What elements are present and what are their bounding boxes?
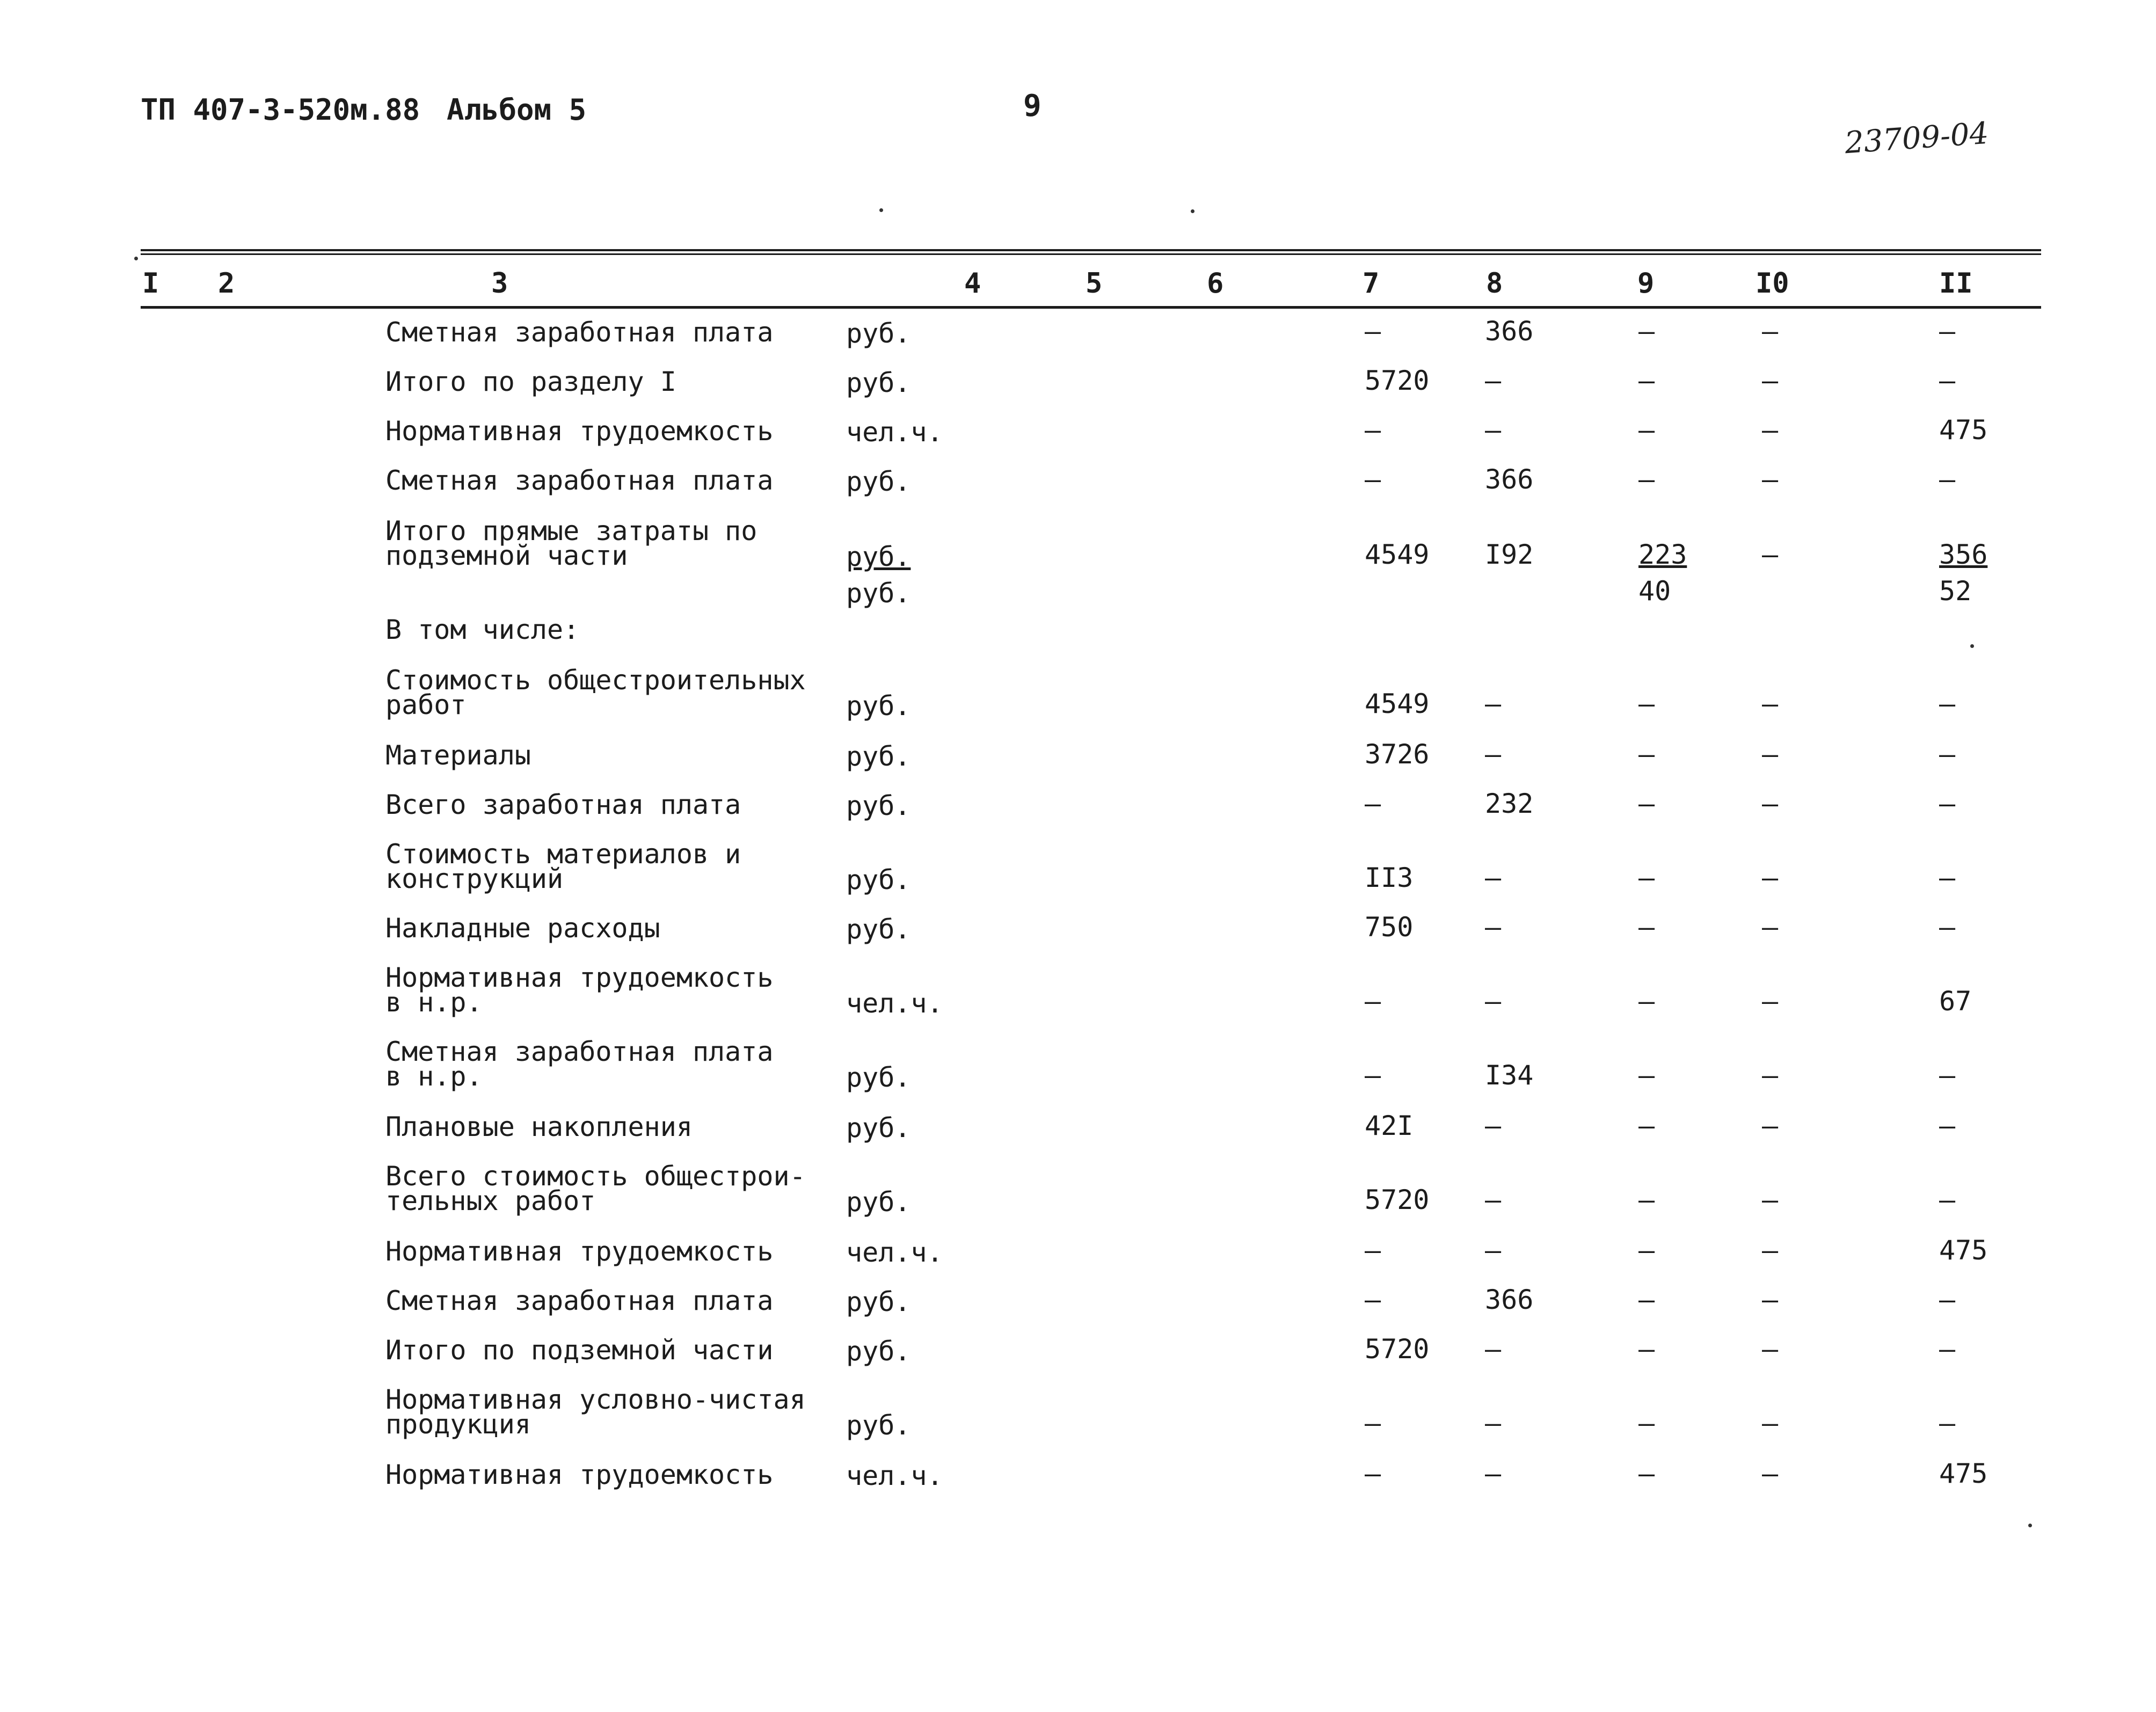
cell-col7: –: [1365, 1060, 1381, 1091]
row-unit: руб.: [846, 367, 911, 398]
cell-col10: –: [1762, 688, 1779, 719]
row-unit: руб.: [846, 541, 911, 572]
row-unit: руб.: [846, 578, 911, 609]
cell-col11: 475: [1939, 1458, 1988, 1489]
cell-col9: –: [1638, 739, 1655, 770]
row-label: Сметная заработная плата: [385, 317, 774, 348]
cell-col8: –: [1485, 1184, 1502, 1215]
column-number-6: 6: [1207, 267, 1224, 300]
cell-col7: 750: [1365, 912, 1414, 943]
cell-col11: –: [1939, 365, 1956, 396]
cell-col9: –: [1638, 788, 1655, 819]
scan-speck: [1191, 209, 1194, 213]
scan-speck: [134, 257, 138, 260]
cell-col10: –: [1762, 1184, 1779, 1215]
row-label: Стоимость материалов и конструкций: [385, 839, 741, 894]
cell-col9: –: [1638, 414, 1655, 446]
column-number-9: 9: [1637, 267, 1655, 300]
cell-col10: –: [1762, 1060, 1779, 1091]
row-label: Сметная заработная плата в н.р.: [385, 1036, 774, 1092]
row-label: В том числе:: [385, 614, 580, 645]
column-number-8: 8: [1486, 267, 1503, 300]
cell-col7: 5720: [1365, 1184, 1430, 1215]
cell-col11: –: [1939, 464, 1956, 495]
row-label: Нормативная трудоемкость: [385, 1236, 774, 1267]
cell-col9: –: [1638, 464, 1655, 495]
cell-col9: 223: [1638, 539, 1687, 570]
cell-col7: –: [1365, 788, 1381, 819]
cell-col9: –: [1638, 1184, 1655, 1215]
column-number-7: 7: [1363, 267, 1380, 300]
row-label: Нормативная условно-чистая продукция: [385, 1384, 806, 1440]
top-rule-lower: [141, 253, 2041, 255]
cell-col7: 4549: [1365, 539, 1430, 570]
cell-col11: –: [1939, 1060, 1956, 1091]
row-label: Накладные расходы: [385, 913, 660, 944]
cell-col7: –: [1365, 1458, 1381, 1489]
cell-col8: 232: [1485, 788, 1534, 819]
row-unit: чел.ч.: [846, 1237, 943, 1268]
cell-col9: –: [1638, 1060, 1655, 1091]
cell-col10: –: [1762, 986, 1779, 1017]
row-label: Плановые накопления: [385, 1111, 693, 1142]
cell-col8: 366: [1485, 316, 1534, 347]
row-unit: руб.: [846, 466, 911, 497]
cell-col11: 475: [1939, 414, 1988, 446]
row-label: Сметная заработная плата: [385, 1285, 774, 1316]
row-unit: руб.: [846, 1410, 911, 1441]
top-rule-upper: [141, 249, 2041, 251]
row-unit: чел.ч.: [846, 988, 943, 1019]
cell-col11: –: [1939, 688, 1956, 719]
cell-col11: –: [1939, 316, 1956, 347]
cell-col11: –: [1939, 1110, 1956, 1141]
cell-col9: –: [1638, 912, 1655, 943]
cell-col8: –: [1485, 1110, 1502, 1141]
cell-col10: –: [1762, 316, 1779, 347]
cell-col10: –: [1762, 739, 1779, 770]
cell-col8: –: [1485, 688, 1502, 719]
cell-col7: –: [1365, 464, 1381, 495]
cell-col8: 366: [1485, 464, 1534, 495]
cell-col10: –: [1762, 1334, 1779, 1365]
row-unit: руб.: [846, 741, 911, 772]
column-number-11: II: [1939, 267, 1973, 300]
header-rule: [141, 306, 2041, 309]
row-label: Нормативная трудоемкость: [385, 416, 774, 447]
cell-col11: –: [1939, 862, 1956, 893]
cell-col8: –: [1485, 1458, 1502, 1489]
row-unit: руб.: [846, 790, 911, 821]
cell-col10: –: [1762, 788, 1779, 819]
cell-col7: 3726: [1365, 739, 1430, 770]
cell-col8: –: [1485, 739, 1502, 770]
row-unit: руб.: [846, 1062, 911, 1093]
cell-col10: –: [1762, 414, 1779, 446]
cell-col7: –: [1365, 1284, 1381, 1315]
row-unit: руб.: [846, 1286, 911, 1317]
row-unit: чел.ч.: [846, 1460, 943, 1491]
cell-col9: 40: [1638, 575, 1671, 607]
cell-col8: –: [1485, 1235, 1502, 1266]
row-label: Итого прямые затраты по подземной части: [385, 515, 757, 571]
scan-speck: [2028, 1524, 2032, 1527]
cell-col7: II3: [1365, 862, 1414, 893]
page-number: 9: [1023, 89, 1041, 123]
row-label: Всего заработная плата: [385, 789, 741, 820]
column-number-4: 4: [964, 267, 981, 300]
scan-speck: [879, 208, 883, 212]
album-label: Альбом 5: [447, 93, 587, 127]
cell-col8: –: [1485, 1408, 1502, 1439]
cell-col11: 356: [1939, 539, 1988, 570]
cell-col11: –: [1939, 1184, 1956, 1215]
row-unit: чел.ч.: [846, 417, 943, 448]
column-number-1: I: [142, 267, 159, 300]
column-number-2: 2: [218, 267, 235, 300]
cell-col7: –: [1365, 1235, 1381, 1266]
cell-col7: 42I: [1365, 1110, 1414, 1141]
cell-col10: –: [1762, 1284, 1779, 1315]
row-label: Сметная заработная плата: [385, 465, 774, 496]
row-unit: руб.: [846, 1112, 911, 1143]
cell-col10: –: [1762, 365, 1779, 396]
column-number-3: 3: [491, 267, 508, 300]
cell-col10: –: [1762, 862, 1779, 893]
cell-col9: –: [1638, 1334, 1655, 1365]
row-unit: руб.: [846, 690, 911, 722]
cell-col8: –: [1485, 986, 1502, 1017]
cell-col9: –: [1638, 365, 1655, 396]
row-unit: руб.: [846, 914, 911, 945]
row-label: Стоимость общестроительных работ: [385, 665, 806, 720]
row-label: Итого по подземной части: [385, 1335, 774, 1366]
cell-col8: 366: [1485, 1284, 1534, 1315]
row-label: Всего стоимость общестрои- тельных работ: [385, 1161, 806, 1216]
row-label: Итого по разделу I: [385, 366, 676, 397]
row-label: Нормативная трудоемкость в н.р.: [385, 962, 774, 1018]
cell-col9: –: [1638, 1458, 1655, 1489]
cell-col11: –: [1939, 739, 1956, 770]
row-unit: руб.: [846, 1336, 911, 1367]
cell-col11: 67: [1939, 986, 1972, 1017]
cell-col8: –: [1485, 862, 1502, 893]
cell-col9: –: [1638, 986, 1655, 1017]
cell-col11: –: [1939, 788, 1956, 819]
scan-speck: [1970, 644, 1974, 648]
cell-col9: –: [1638, 316, 1655, 347]
cell-col10: –: [1762, 539, 1779, 570]
cell-col7: –: [1365, 316, 1381, 347]
cell-col7: –: [1365, 1408, 1381, 1439]
cell-col8: –: [1485, 912, 1502, 943]
cell-col11: 52: [1939, 575, 1972, 607]
cell-col8: I92: [1485, 539, 1534, 570]
cell-col8: I34: [1485, 1060, 1534, 1091]
row-label: Материалы: [385, 740, 531, 771]
row-unit: руб.: [846, 1186, 911, 1218]
cell-col10: –: [1762, 1458, 1779, 1489]
row-unit: руб.: [846, 318, 911, 349]
cell-col11: 475: [1939, 1235, 1988, 1266]
cell-col9: –: [1638, 1110, 1655, 1141]
cell-col7: –: [1365, 986, 1381, 1017]
cell-col8: –: [1485, 1334, 1502, 1365]
cell-col11: –: [1939, 912, 1956, 943]
row-unit: руб.: [846, 864, 911, 895]
cell-col9: –: [1638, 1408, 1655, 1439]
cell-col7: 5720: [1365, 365, 1430, 396]
column-number-5: 5: [1086, 267, 1103, 300]
column-number-10: I0: [1756, 267, 1789, 300]
cell-col7: 4549: [1365, 688, 1430, 719]
cell-col11: –: [1939, 1408, 1956, 1439]
cell-col10: –: [1762, 1408, 1779, 1439]
inventory-number: 23709-04: [1844, 115, 1990, 161]
cell-col7: –: [1365, 414, 1381, 446]
cell-col7: 5720: [1365, 1334, 1430, 1365]
cell-col9: –: [1638, 862, 1655, 893]
document-code: ТП 407-3-520м.88: [141, 93, 420, 127]
cell-col10: –: [1762, 1235, 1779, 1266]
cell-col10: –: [1762, 464, 1779, 495]
cell-col8: –: [1485, 365, 1502, 396]
cell-col11: –: [1939, 1334, 1956, 1365]
cell-col9: –: [1638, 1235, 1655, 1266]
cell-col9: –: [1638, 1284, 1655, 1315]
cell-col11: –: [1939, 1284, 1956, 1315]
row-label: Нормативная трудоемкость: [385, 1459, 774, 1490]
cell-col10: –: [1762, 1110, 1779, 1141]
cell-col10: –: [1762, 912, 1779, 943]
cell-col9: –: [1638, 688, 1655, 719]
cell-col8: –: [1485, 414, 1502, 446]
